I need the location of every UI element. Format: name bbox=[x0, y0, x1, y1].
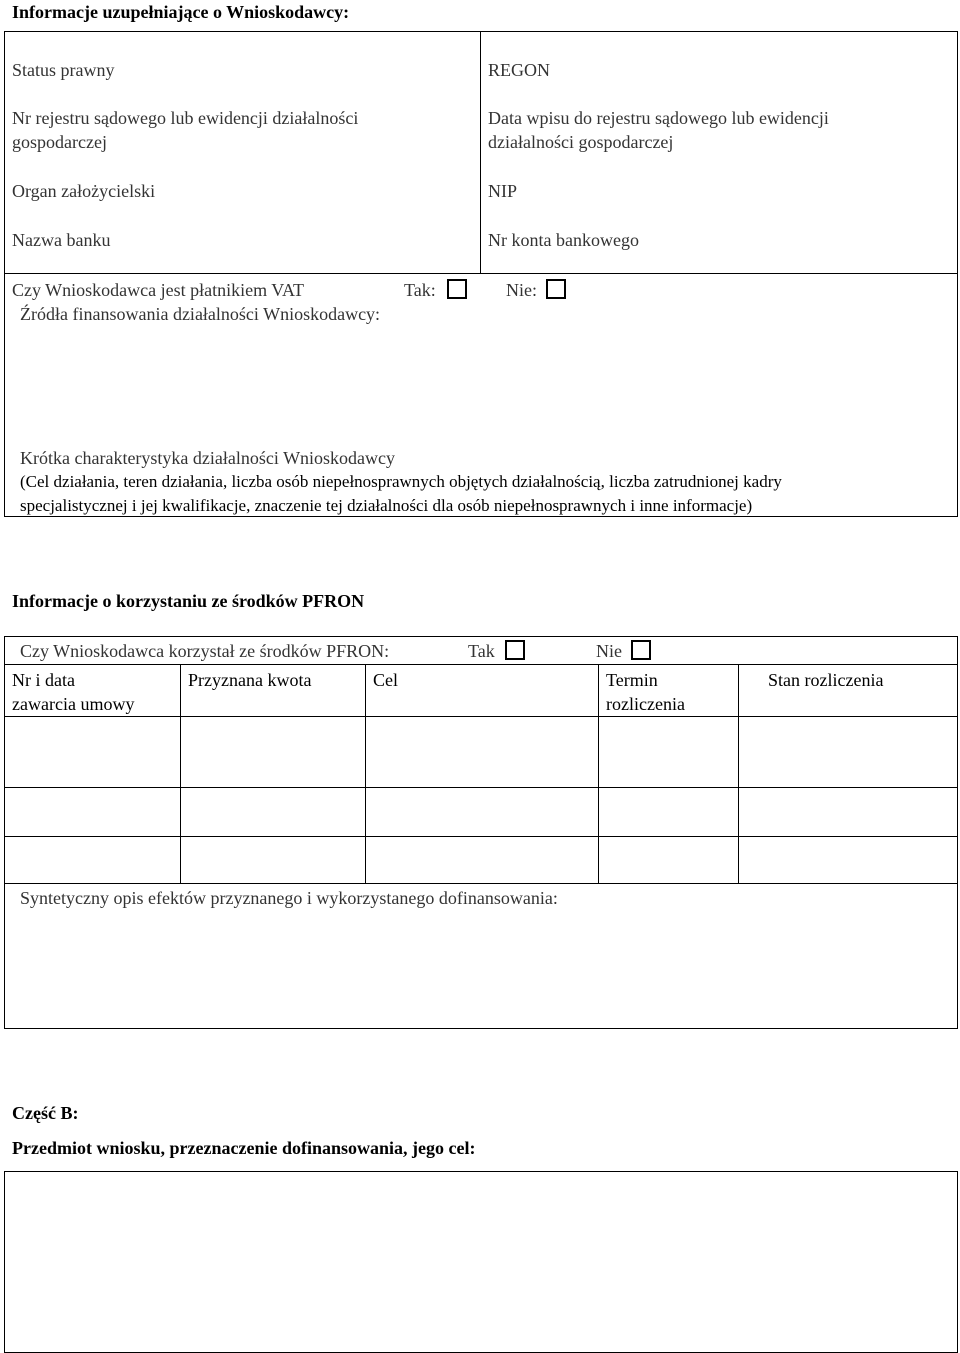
vat-no-checkbox[interactable] bbox=[546, 279, 566, 299]
pfron-question-label: Czy Wnioskodawca korzystał ze środków PFRON: bbox=[20, 641, 390, 661]
registry-date-label-line2: działalności gospodarczej bbox=[488, 132, 674, 152]
pfron-table-frame bbox=[4, 636, 958, 1029]
table-header-top-line bbox=[4, 664, 958, 665]
registry-number-label-line1: Nr rejestru sądowego lub ewidencji działalności bbox=[12, 108, 359, 128]
column-divider bbox=[480, 31, 481, 273]
col-agreement-header-line1: Nr i data bbox=[12, 670, 75, 690]
part-b-heading: Część B: bbox=[12, 1103, 79, 1123]
pfron-yes-checkbox[interactable] bbox=[505, 640, 525, 660]
table-row-line bbox=[4, 836, 958, 837]
part-b-answer-box[interactable] bbox=[4, 1171, 958, 1353]
pfron-no-checkbox[interactable] bbox=[631, 640, 651, 660]
applicant-info-frame bbox=[4, 31, 958, 517]
col-amount-header: Przyznana kwota bbox=[188, 670, 312, 690]
col-settlement-term-header-line2: rozliczenia bbox=[606, 694, 685, 714]
vat-yes-checkbox[interactable] bbox=[447, 279, 467, 299]
characteristic-title: Krótka charakterystyka działalności Wnioskodawcy bbox=[20, 448, 396, 468]
table-bottom-line bbox=[4, 883, 958, 884]
founding-body-label: Organ założycielski bbox=[12, 181, 156, 201]
table-column-divider bbox=[180, 664, 181, 883]
registry-number-label-line2: gospodarczej bbox=[12, 132, 107, 152]
synthetic-description-label: Syntetyczny opis efektów przyznanego i wykorzystanego dofinansowania: bbox=[20, 888, 558, 908]
vat-no-label: Nie: bbox=[506, 280, 537, 300]
pfron-yes-label: Tak bbox=[468, 641, 495, 661]
table-column-divider bbox=[365, 664, 366, 883]
table-header-bottom-line bbox=[4, 716, 958, 717]
col-purpose-header: Cel bbox=[373, 670, 398, 690]
col-settlement-status-header: Stan rozliczenia bbox=[768, 670, 884, 690]
bank-name-label: Nazwa banku bbox=[12, 230, 111, 250]
characteristic-description-line2: specjalistycznej i jej kwalifikacje, znaczenie tej działalności dla osób niepełnosprawnych i inne informacje) bbox=[20, 496, 753, 515]
legal-status-label: Status prawny bbox=[12, 60, 115, 80]
table-column-divider bbox=[738, 664, 739, 883]
col-agreement-header-line2: zawarcia umowy bbox=[12, 694, 135, 714]
characteristic-description-line1: (Cel działania, teren działania, liczba osób niepełnosprawnych objętych działalnością, liczba zatrudnionej kadry bbox=[20, 472, 782, 491]
table-row-line bbox=[4, 787, 958, 788]
col-settlement-term-header-line1: Termin bbox=[606, 670, 658, 690]
row-divider bbox=[4, 273, 958, 274]
vat-question-label: Czy Wnioskodawca jest płatnikiem VAT bbox=[12, 280, 304, 300]
regon-label: REGON bbox=[488, 60, 550, 80]
vat-yes-label: Tak: bbox=[404, 280, 436, 300]
pfron-no-label: Nie bbox=[596, 641, 622, 661]
part-b-subheading: Przedmiot wniosku, przeznaczenie dofinansowania, jego cel: bbox=[12, 1138, 476, 1158]
section-heading: Informacje uzupełniające o Wnioskodawcy: bbox=[12, 2, 350, 22]
nip-label: NIP bbox=[488, 181, 518, 201]
table-column-divider bbox=[598, 664, 599, 883]
registry-date-label-line1: Data wpisu do rejestru sądowego lub ewidencji bbox=[488, 108, 829, 128]
pfron-section-heading: Informacje o korzystaniu ze środków PFRON bbox=[12, 591, 365, 611]
funding-sources-label: Źródła finansowania działalności Wnioskodawcy: bbox=[20, 304, 381, 324]
account-number-label: Nr konta bankowego bbox=[488, 230, 639, 250]
